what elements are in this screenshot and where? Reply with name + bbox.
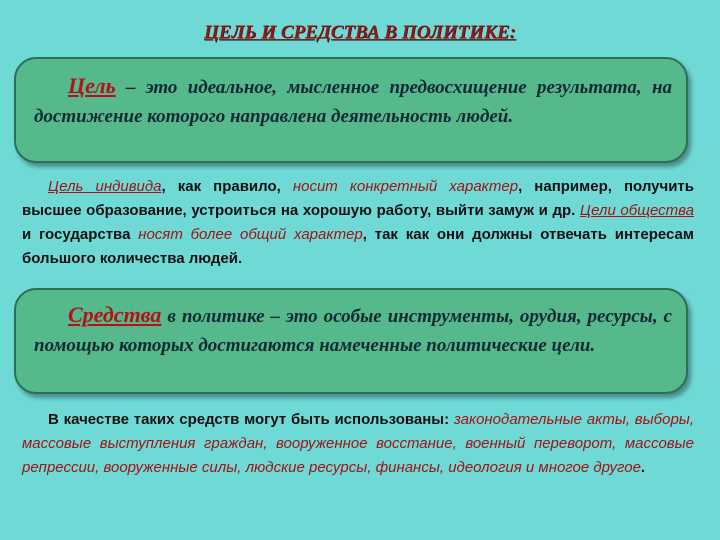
goal-definition: – это идеальное, мысленное предвосхищение результата, на достижение которого направлена деятельность людей. (34, 77, 672, 127)
slide-title: ЦЕЛЬ И СРЕДСТВА В ПОЛИТИКЕ: (204, 22, 516, 43)
means-term: Средства (68, 302, 162, 327)
goal-term: Цель (68, 73, 116, 98)
goal-paragraph (22, 175, 694, 271)
concrete-character-phrase: носит конкретный характер (292, 178, 519, 195)
goal-paragraph-text-3: и государства (22, 226, 139, 243)
means-paragraph-end: . (640, 459, 646, 476)
general-character-phrase: носят более общий характер (138, 226, 363, 243)
goal-definition-text (34, 71, 672, 131)
means-definition: в политике – это особые инструменты, орудия, ресурсы, с помощью которых достигаются намеченные политические цели. (34, 306, 672, 356)
means-list: законодательные акты, выборы, массовые выступления граждан, вооруженное восстание, военный переворот, массовые репрессии, вооруженные силы, людские ресурсы, финансы, идеология и многое другое (22, 411, 694, 476)
goal-paragraph-text-2: , например, получить высшее образование, устроиться на хорошую работу, выйти замуж и др. (22, 178, 694, 219)
goal-paragraph-text-1: , как правило, (161, 178, 293, 195)
goal-definition-box (14, 57, 688, 163)
individual-goal-term: Цель индивида (48, 178, 162, 195)
means-paragraph-lead: В качестве таких средств могут быть использованы: (48, 411, 454, 428)
goal-paragraph-text-4: , так как они должны отвечать интересам большого количества людей. (22, 226, 694, 267)
means-paragraph (22, 408, 694, 480)
society-goals-term: Цели общества (579, 202, 694, 219)
means-definition-text (34, 300, 672, 360)
means-definition-box (14, 288, 688, 394)
